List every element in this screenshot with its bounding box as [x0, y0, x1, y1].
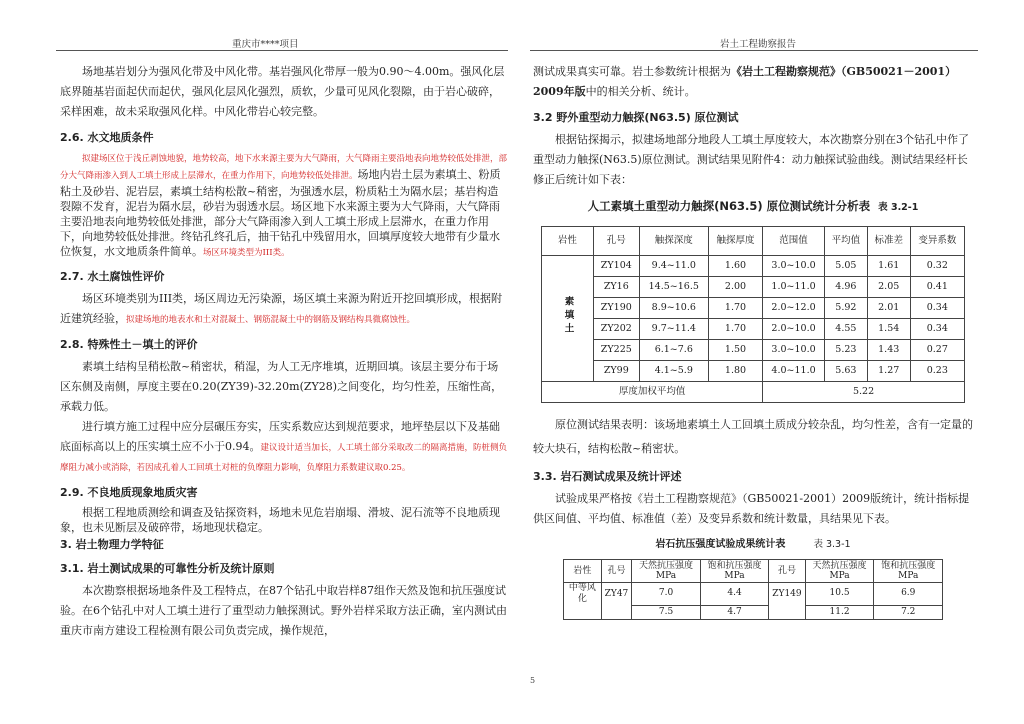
table-header-cell: 饱和抗压强度MPa: [874, 560, 943, 583]
table-header-cell: 岩性: [542, 227, 594, 256]
table-cell: 4.0~11.0: [763, 361, 825, 382]
table-cell: ZY225: [593, 340, 639, 361]
table-row: [542, 277, 965, 298]
table-header-cell: 孔号: [601, 560, 632, 583]
section-2-6-body: [60, 150, 508, 261]
table-footer-row: [542, 382, 965, 403]
table-cell: 2.00: [708, 277, 762, 298]
continued-text: 测试成果真实可靠。岩土参数统计根据为: [533, 65, 731, 78]
continued-paragraph: [533, 62, 973, 102]
dynamic-penetration-table: [541, 226, 965, 403]
table-cell-hole: ZY149: [769, 583, 805, 606]
header-rule-right: [530, 50, 978, 51]
table-cell: 0.27: [910, 340, 964, 361]
table-row: [564, 605, 943, 619]
table-1-caption: [533, 196, 973, 218]
table-cell: ZY202: [593, 319, 639, 340]
table-cell: 4.96: [824, 277, 867, 298]
table-header-cell: 变异系数: [910, 227, 964, 256]
table-header-cell: 标准差: [867, 227, 910, 256]
table-1-title: 人工素填土重型动力触探(N63.5) 原位测试统计分析表: [587, 199, 871, 213]
table-cell: 2.01: [867, 298, 910, 319]
table-cell: ZY104: [593, 256, 639, 277]
table-cell: 0.34: [910, 298, 964, 319]
table-header-row: [564, 560, 943, 583]
table-group-cell: [542, 256, 594, 382]
table-cell: ZY16: [593, 277, 639, 298]
table-cell: 2.05: [867, 277, 910, 298]
table-row: [542, 340, 965, 361]
section-2-6-title: 2.6. 水文地质条件: [60, 131, 154, 144]
table-cell: 3.0~10.0: [763, 256, 825, 277]
table-cell: 4.1~5.9: [639, 361, 708, 382]
table-cell: 5.05: [824, 256, 867, 277]
table-cell: 2.0~12.0: [763, 298, 825, 319]
table-cell: 0.32: [910, 256, 964, 277]
header-left-title: 重庆市****项目: [232, 39, 299, 50]
table-2-title: 岩石抗压强度试验成果统计表: [655, 539, 786, 550]
section-2-7-title: 2.7. 水土腐蚀性评价: [60, 270, 165, 283]
table-cell-rock: [564, 605, 602, 619]
right-column: [533, 62, 973, 620]
table-row: [542, 256, 965, 277]
table-footer-value: 5.22: [763, 382, 965, 403]
table-row: [564, 583, 943, 606]
table-header-cell: 天然抗压强度MPa: [805, 560, 874, 583]
table-cell: 3.0~10.0: [763, 340, 825, 361]
table-cell: 5.23: [824, 340, 867, 361]
section-2-9-body: 根据工程地质测绘和调查及钻探资料，场地未见危岩崩塌、滑坡、泥石流等不良地质现象，也未见断层及破碎带，场地现状稳定。: [60, 506, 500, 534]
table-footer-label: 厚度加权平均值: [542, 382, 763, 403]
section-3-3-title: 3.3. 岩石测试成果及统计评述: [533, 470, 682, 483]
table-cell: 4.55: [824, 319, 867, 340]
table-cell: 2.0~10.0: [763, 319, 825, 340]
header-right-title: 岩土工程勘察报告: [720, 39, 797, 50]
left-column: [60, 62, 508, 641]
table-cell: 4.4: [700, 583, 768, 606]
table-row: [542, 319, 965, 340]
table-header-row: [542, 227, 965, 256]
table-1-number: 表 3.2-1: [878, 202, 919, 213]
page-number: 5: [530, 676, 536, 685]
section-2-7-body: [60, 289, 508, 329]
table-header-cell: 饱和抗压强度MPa: [700, 560, 768, 583]
section-2-6-note: 拟建场区位于浅丘剥蚀地貌，地势较高，地下水来源主要为大气降雨，大气降雨主要沿地表向地势较低处排泄，部分大气降雨渗入到人工填土形成上层滞水，在重力作用下，向地势较低处排泄。: [60, 154, 508, 181]
header-rule-left: [56, 50, 508, 51]
section-2-6-note-2: 场区环境类型为III类。: [203, 248, 290, 258]
table-cell: 1.61: [867, 256, 910, 277]
table-cell: 4.7: [700, 605, 768, 619]
table-cell: 1.60: [708, 256, 762, 277]
section-3-2-title: 3.2 野外重型动力触探(N63.5) 原位测试: [533, 111, 739, 124]
table-row: [542, 361, 965, 382]
table-cell: ZY190: [593, 298, 639, 319]
table-cell-hole: ZY47: [601, 583, 632, 606]
table-cell: ZY99: [593, 361, 639, 382]
section-3-title: 3. 岩土物理力学特征: [60, 538, 164, 551]
table-2-number: 表 3.3-1: [813, 539, 851, 550]
section-2-8-para-1: 素填土结构呈稍松散~稍密状，稍湿，为人工无序堆填，近期回填。该层主要分布于场区东侧及南侧，厚度主要在0.20(ZY39)-32.20m(ZY28)之间变化，均匀性差，压缩性高，承载力低。: [60, 360, 503, 413]
table-cell-hole: [601, 605, 632, 619]
table-cell: 1.50: [708, 340, 762, 361]
continued-text-end: 中的相关分析、统计。: [585, 85, 696, 98]
table-cell: 9.4~11.0: [639, 256, 708, 277]
section-3-1-body: 本次勘察根据场地条件及工程特点，在87个钻孔中取岩样87组作天然及饱和抗压强度试验。在6个钻孔中对人工填土进行了重型动力触探测试。野外岩样采取方法正确，室内测试由重庆市南方建设工程检测有限公司负责完成，操作规范，: [60, 584, 507, 637]
table-cell-hole: [769, 605, 805, 619]
table-cell: 8.9~10.6: [639, 298, 708, 319]
table-cell: 6.1~7.6: [639, 340, 708, 361]
intro-paragraph: 场地基岩划分为强风化带及中风化带。基岩强风化带厚一般为0.90～4.00m。强风化层底界随基岩面起伏而起伏，强风化层风化强烈，质软，少量可见风化裂隙，由于岩心破碎，采样困难，故未采取强风化样。中风化带岩心较完整。: [60, 65, 505, 118]
table-cell: 0.41: [910, 277, 964, 298]
table-header-cell: 天然抗压强度MPa: [632, 560, 700, 583]
table-cell: 5.63: [824, 361, 867, 382]
code-reference: 《岩土工程勘察规范》（GB50021－2001）2009年版: [533, 65, 957, 98]
table-cell: 14.5~16.5: [639, 277, 708, 298]
section-3-3-body: 试验成果严格按《岩土工程勘察规范》（GB50021-2001）2009版统计，统计指标提供区间值、平均值、标准值（差）及变异系数和统计数量，具结果见下表。: [533, 492, 970, 525]
table-cell: 0.34: [910, 319, 964, 340]
section-2-7-text: 场区环境类别为III类，场区周边无污染源，场区填土来源为附近开挖回填形成，根据附近建筑经验，: [60, 292, 503, 325]
section-2-8-para-2: [60, 417, 508, 477]
table-cell: 6.9: [874, 583, 943, 606]
table-cell: 1.0~11.0: [763, 277, 825, 298]
table-cell: 7.2: [874, 605, 943, 619]
table-cell: 5.92: [824, 298, 867, 319]
table-cell: 1.54: [867, 319, 910, 340]
table-header-cell: 触探厚度: [708, 227, 762, 256]
table-cell: 1.27: [867, 361, 910, 382]
table-cell: 7.5: [632, 605, 700, 619]
table-cell: 7.0: [632, 583, 700, 606]
section-3-2-para-2: 原位测试结果表明：该场地素填土人工回填土质成分较杂乱，均匀性差，含有一定量的较大块石，结构松散~稍密状。: [533, 418, 973, 455]
table-cell: 1.80: [708, 361, 762, 382]
table-row: [542, 298, 965, 319]
table-cell: 9.7~11.4: [639, 319, 708, 340]
compressive-strength-table: [563, 559, 943, 620]
table-cell: 10.5: [805, 583, 874, 606]
section-3-1-title: 3.1. 岩土测试成果的可靠性分析及统计原则: [60, 562, 275, 575]
table-header-cell: 触探深度: [639, 227, 708, 256]
table-header-cell: 岩性: [564, 560, 602, 583]
table-cell: 0.23: [910, 361, 964, 382]
table-cell: 1.70: [708, 298, 762, 319]
table-header-cell: 孔号: [769, 560, 805, 583]
section-2-8-title: 2.8. 特殊性土－填土的评价: [60, 338, 198, 351]
section-3-2-para-1: 根据钻探揭示，拟建场地部分地段人工填土厚度较大，本次勘察分别在3个钻孔中作了重型动力触探(N63.5)原位测试。测试结果见附件4：动力触探试验曲线。测试结果经杆长修正后统计如下表：: [533, 133, 969, 186]
table-cell: 11.2: [805, 605, 874, 619]
section-2-8-note: 建议设计适当加长，人工填土部分采取改二的隔离措施，防桩侧负摩阻力减小或消除，若因成孔着人工回填土对桩的负摩阻力影响，负摩阻力系数建议取0.25。: [60, 443, 508, 473]
section-2-6-text: 场地内岩土层为素填土、粉质粘土及砂岩、泥岩层，素填土结构松散~稍密，为强透水层，粉质粘土为隔水层；基岩构造裂隙不发育，泥岩为隔水层，砂岩为弱透水层。场区地下水来源主要为大气降雨，大气降雨主要沿地表向地势较低处排泄，部分大气降雨渗入到人工填土形成上层滞水，在重力作用下，向地势较低处排泄。终钻孔终孔后，抽干钻孔中残留用水，回填厚度较大地带有少量水位恢复，水文地质条件简单。: [60, 168, 501, 258]
table-group-label: 素填土: [562, 296, 574, 337]
section-2-7-note: 拟建场地的地表水和土对混凝土、钢筋混凝土中的钢筋及钢结构具微腐蚀性。: [126, 315, 416, 325]
section-2-9-title: 2.9. 不良地质现象地质灾害: [60, 486, 198, 499]
table-header-cell: 平均值: [824, 227, 867, 256]
table-cell: 1.70: [708, 319, 762, 340]
table-2-caption: [533, 535, 973, 555]
table-header-cell: 范围值: [763, 227, 825, 256]
table-header-cell: 孔号: [593, 227, 639, 256]
section-2-8-text: 进行填方施工过程中应分层碾压夯实，压实系数应达到规范要求，地坪垫层以下及基础底面标高以上的压实填土应不小于0.94。: [60, 420, 500, 453]
table-cell-rock: 中等风化: [564, 583, 602, 606]
table-cell: 1.43: [867, 340, 910, 361]
